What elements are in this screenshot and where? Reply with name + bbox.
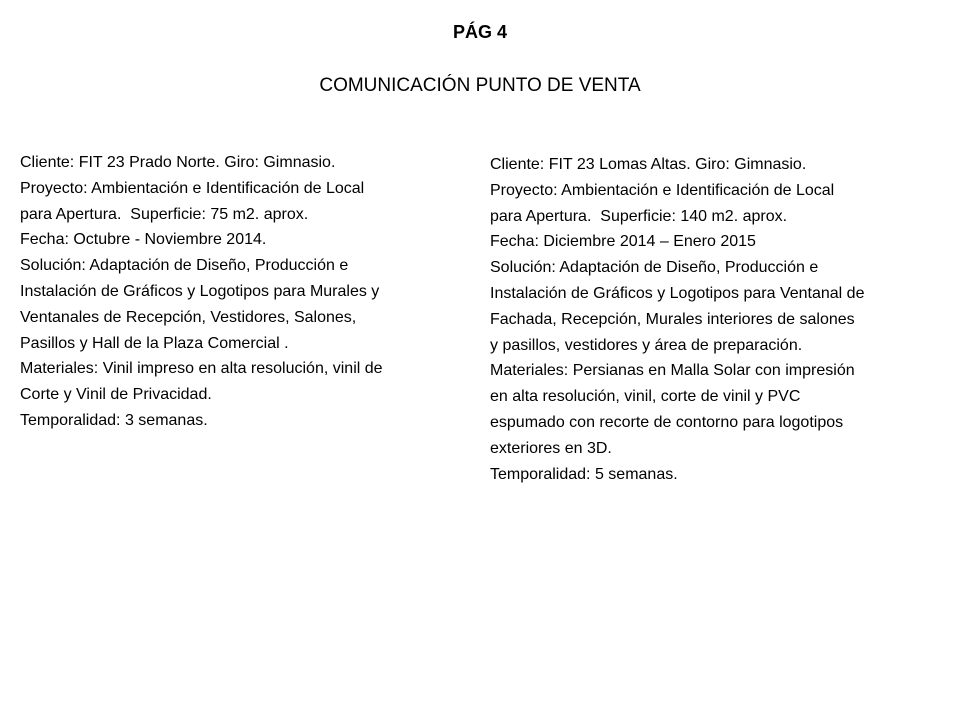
materials-line: en alta resolución, vinil, corte de vinil y PVC xyxy=(490,388,801,406)
client-line: Cliente: FIT 23 Lomas Altas. Giro: Gimnasio. xyxy=(490,156,807,173)
solution-line: Solución: Adaptación de Diseño, Producción e xyxy=(490,259,819,277)
solution-line: Solución: Adaptación de Diseño, Producción e xyxy=(20,257,349,275)
client-line: Cliente: FIT 23 Prado Norte. Giro: Gimnasio. xyxy=(20,154,336,171)
solution-line: Instalación de Gráficos y Logotipos para Ventanal de xyxy=(490,284,865,302)
materials-line: espumado con recorte de contorno para logotipos xyxy=(490,413,844,431)
materials-line: Materiales: Vinil impreso en alta resolución, vinil de xyxy=(20,360,383,378)
materials-line: exteriores en 3D. xyxy=(490,439,612,457)
page-heading: COMUNICACIÓN PUNTO DE VENTA xyxy=(319,75,641,96)
solution-line: Instalación de Gráficos y Logotipos para Murales y xyxy=(20,282,380,300)
project-description-prado-norte xyxy=(20,150,475,434)
surface-line: para Apertura. Superficie: 75 m2. aprox. xyxy=(20,205,309,223)
date-line: Fecha: Octubre - Noviembre 2014. xyxy=(20,231,267,249)
project-line: Proyecto: Ambientación e Identificación de Local xyxy=(490,181,835,199)
page-number: PÁG 4 xyxy=(452,22,508,42)
solution-line: Fachada, Recepción, Murales interiores de salones xyxy=(490,310,855,328)
project-line: Proyecto: Ambientación e Identificación de Local xyxy=(20,179,365,197)
surface-line: para Apertura. Superficie: 140 m2. aprox. xyxy=(490,207,788,225)
materials-line: Corte y Vinil de Privacidad. xyxy=(20,386,212,404)
project-description-lomas-altas xyxy=(490,152,945,487)
solution-line: y pasillos, vestidores y área de preparación. xyxy=(490,336,803,354)
duration-line: Temporalidad: 3 semanas. xyxy=(20,411,208,429)
solution-line: Pasillos y Hall de la Plaza Comercial . xyxy=(20,334,289,352)
solution-line: Ventanales de Recepción, Vestidores, Salones, xyxy=(20,308,357,326)
date-line: Fecha: Diciembre 2014 – Enero 2015 xyxy=(490,233,756,251)
duration-line: Temporalidad: 5 semanas. xyxy=(490,465,678,483)
materials-line: Materiales: Persianas en Malla Solar con impresión xyxy=(490,362,855,380)
